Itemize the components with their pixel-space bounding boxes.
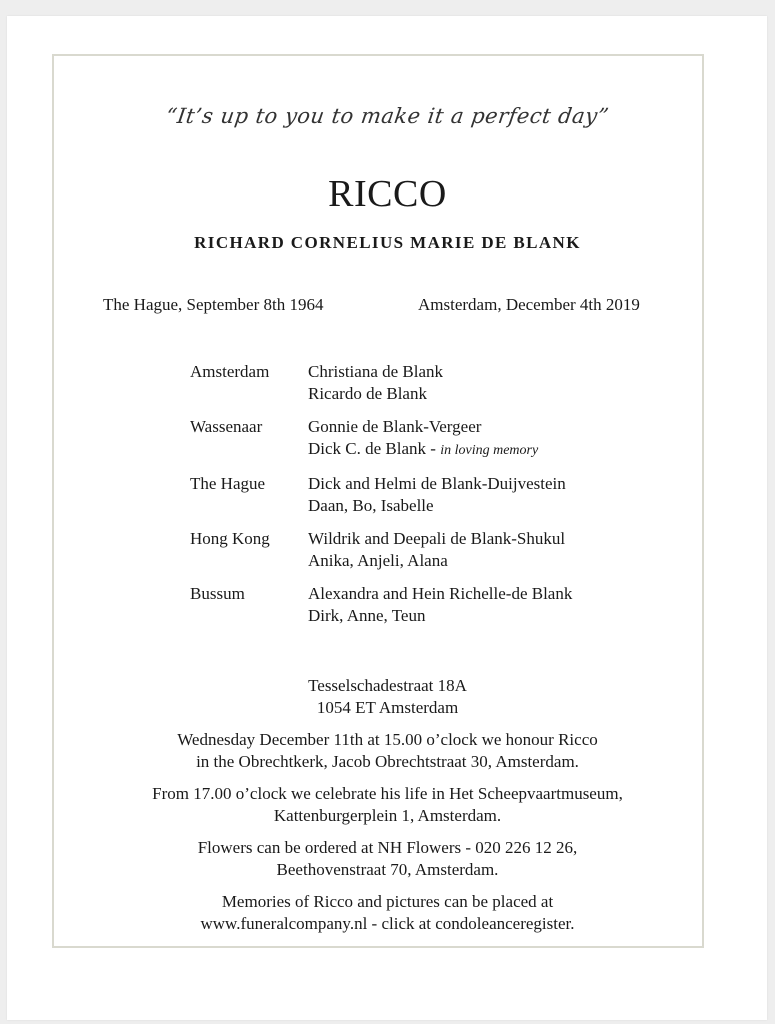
celebration-line: Kattenburgerplein 1, Amsterdam. [273,806,502,825]
family-names [308,473,566,517]
family-line: Wildrik and Deepali de Blank-Shukul [308,529,566,548]
family-group [190,416,670,462]
family-list [190,361,670,638]
ceremony-line: Wednesday December 11th at 15.00 o’clock we honour Ricco [177,730,598,749]
family-city: Hong Kong [190,529,270,548]
family-city: Bussum [190,584,245,603]
family-group [190,583,670,627]
deceased-full-name: RICHARD CORNELIUS MARIE DE BLANK [194,233,581,252]
quote: “It’s up to you to make it a perfect day” [164,104,611,128]
memories-line: Memories of Ricco and pictures can be placed at [221,892,554,911]
flowers-line: Beethovenstraat 70, Amsterdam. [276,860,499,879]
in-loving-memory-note: in loving memory [440,443,539,458]
family-names [308,583,572,627]
ceremony-line: in the Obrechtkerk, Jacob Obrechtstraat 30, Amsterdam. [196,752,579,771]
family-group [190,473,670,517]
celebration-line: From 17.00 o’clock we celebrate his life in Het Scheepvaartmuseum, [152,784,623,803]
family-line: Christiana de Blank [308,362,444,381]
flowers-line: Flowers can be ordered at NH Flowers - 020 226 12 26, [197,838,578,857]
family-line-with-memory [308,438,538,462]
family-line: Dick and Helmi de Blank-Duijvestein [308,474,566,493]
birth-date: The Hague, September 8th 1964 [103,295,324,314]
death-date: Amsterdam, December 4th 2019 [418,295,640,314]
family-line: Daan, Bo, Isabelle [308,496,434,515]
family-line: Anika, Anjeli, Alana [308,551,448,570]
family-group [190,361,670,405]
family-city: Amsterdam [190,362,270,381]
family-line: Dick C. de Blank - [308,439,441,458]
family-city: The Hague [190,474,266,493]
family-line: Alexandra and Hein Richelle-de Blank [308,584,573,603]
family-group [190,528,670,572]
family-line: Ricardo de Blank [308,384,427,403]
family-names [308,416,538,462]
address-line: 1054 ET Amsterdam [316,698,459,717]
family-line: Gonnie de Blank-Vergeer [308,417,482,436]
family-names [308,361,443,405]
deceased-name: RICCO [328,173,447,215]
family-city: Wassenaar [190,417,263,436]
ceremony-info [0,665,775,945]
address-line: Tesselschadestraat 18A [308,676,467,695]
family-line: Dirk, Anne, Teun [308,606,426,625]
family-names [308,528,565,572]
memories-line: www.funeralcompany.nl - click at condoleanceregister. [200,914,575,933]
